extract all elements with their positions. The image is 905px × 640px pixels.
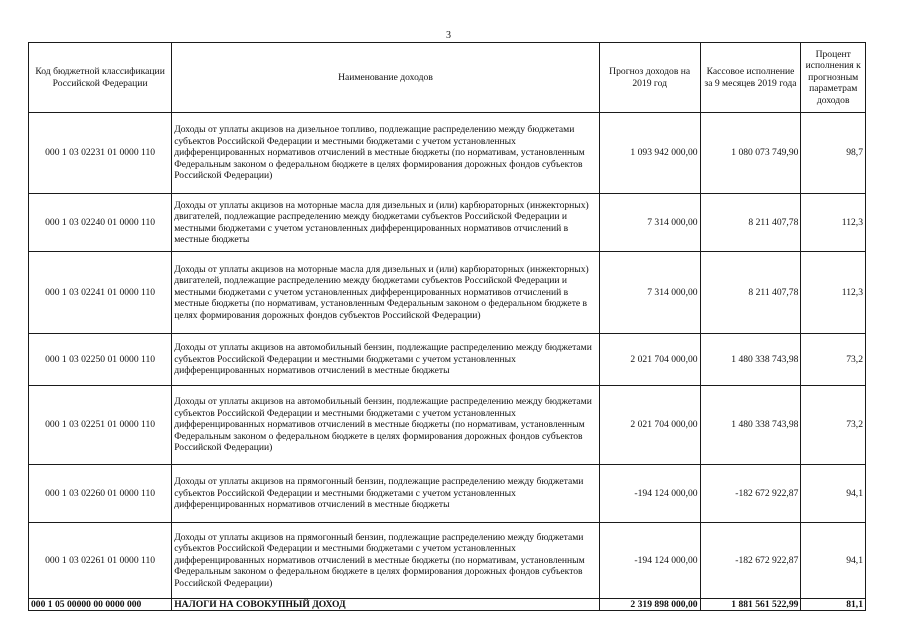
row-code: 000 1 03 02241 01 0000 110 <box>29 252 172 334</box>
row-actual: 1 080 073 749,90 <box>700 113 801 194</box>
total-actual: 1 881 561 522,99 <box>700 599 801 611</box>
header-forecast: Прогноз доходов на 2019 год <box>599 43 700 113</box>
row-percent: 73,2 <box>801 334 866 386</box>
total-code: 000 1 05 00000 00 0000 000 <box>29 599 172 611</box>
row-percent: 112,3 <box>801 252 866 334</box>
row-name: Доходы от уплаты акцизов на автомобильный бензин, подлежащие распределению между бюджетами субъектов Российской Федерации и местными бюджетами с учетом установленных дифференцированных нормативов отчислений в местные бюджеты (по нормативам, установленным Федеральным законом о федеральном бюджете в целях формирования дорожных фондов субъектов Российской Федерации) <box>172 386 600 465</box>
row-percent: 94,1 <box>801 523 866 599</box>
header-name: Наименование доходов <box>172 43 600 113</box>
header-code: Код бюджетной классификации Российской Федерации <box>29 43 172 113</box>
row-name: Доходы от уплаты акцизов на дизельное топливо, подлежащие распределению между бюджетами субъектов Российской Федерации и местными бюджетами с учетом установленных дифференцированных нормативов отчислений в местные бюджеты (по нормативам, установленным Федеральным законом о федеральном бюджете в целях формирования дорожных фондов субъектов Российской Федерации) <box>172 113 600 194</box>
table-row <box>29 113 866 194</box>
row-actual: -182 672 922,87 <box>700 523 801 599</box>
row-code: 000 1 03 02251 01 0000 110 <box>29 386 172 465</box>
row-forecast: -194 124 000,00 <box>599 523 700 599</box>
table-row <box>29 386 866 465</box>
row-percent: 94,1 <box>801 465 866 523</box>
row-code: 000 1 03 02250 01 0000 110 <box>29 334 172 386</box>
row-actual: 8 211 407,78 <box>700 252 801 334</box>
total-forecast: 2 319 898 000,00 <box>599 599 700 611</box>
row-name: Доходы от уплаты акцизов на прямогонный бензин, подлежащие распределению между бюджетами субъектов Российской Федерации и местными бюджетами с учетом установленных дифференцированных нормативов отчислений в местные бюджеты (по нормативам, установленным Федеральным законом о федеральном бюджете в целях формирования дорожных фондов субъектов Российской Федерации) <box>172 523 600 599</box>
page-number: 3 <box>446 30 451 41</box>
row-name: Доходы от уплаты акцизов на автомобильный бензин, подлежащие распределению между бюджетами субъектов Российской Федерации и местными бюджетами с учетом установленных дифференцированных нормативов отчислений в местные бюджеты <box>172 334 600 386</box>
header-actual: Кассовое исполнение за 9 месяцев 2019 года <box>700 43 801 113</box>
row-percent: 112,3 <box>801 194 866 252</box>
row-actual: 1 480 338 743,98 <box>700 386 801 465</box>
total-percent: 81,1 <box>801 599 866 611</box>
row-code: 000 1 03 02231 01 0000 110 <box>29 113 172 194</box>
row-name: Доходы от уплаты акцизов на прямогонный бензин, подлежащие распределению между бюджетами субъектов Российской Федерации и местными бюджетами с учетом установленных дифференцированных нормативов отчислений в местные бюджеты <box>172 465 600 523</box>
row-code: 000 1 03 02240 01 0000 110 <box>29 194 172 252</box>
row-percent: 73,2 <box>801 386 866 465</box>
total-row <box>29 599 866 611</box>
row-actual: 8 211 407,78 <box>700 194 801 252</box>
revenue-table <box>28 42 866 611</box>
row-percent: 98,7 <box>801 113 866 194</box>
row-code: 000 1 03 02260 01 0000 110 <box>29 465 172 523</box>
row-forecast: -194 124 000,00 <box>599 465 700 523</box>
row-code: 000 1 03 02261 01 0000 110 <box>29 523 172 599</box>
row-actual: 1 480 338 743,98 <box>700 334 801 386</box>
total-name: НАЛОГИ НА СОВОКУПНЫЙ ДОХОД <box>172 599 600 611</box>
table-header-row <box>29 43 866 113</box>
row-name: Доходы от уплаты акцизов на моторные масла для дизельных и (или) карбюраторных (инжекторных) двигателей, подлежащие распределению между бюджетами субъектов Российской Федерации и местными бюджетами с учетом установленных дифференцированных нормативов отчислений в местные бюджеты (по нормативам, установленным Федеральным законом о федеральном бюджете в целях формирования дорожных фондов субъектов Российской Федерации) <box>172 252 600 334</box>
table-row <box>29 194 866 252</box>
row-forecast: 1 093 942 000,00 <box>599 113 700 194</box>
row-name: Доходы от уплаты акцизов на моторные масла для дизельных и (или) карбюраторных (инжекторных) двигателей, подлежащие распределению между бюджетами субъектов Российской Федерации и местными бюджетами с учетом установленных дифференцированных нормативов отчислений в местные бюджеты <box>172 194 600 252</box>
table-row <box>29 465 866 523</box>
table-row <box>29 252 866 334</box>
row-forecast: 7 314 000,00 <box>599 194 700 252</box>
table-row <box>29 523 866 599</box>
row-forecast: 7 314 000,00 <box>599 252 700 334</box>
row-actual: -182 672 922,87 <box>700 465 801 523</box>
row-forecast: 2 021 704 000,00 <box>599 386 700 465</box>
row-forecast: 2 021 704 000,00 <box>599 334 700 386</box>
header-percent: Процент исполнения к прогнозным параметрам доходов <box>801 43 866 113</box>
table-row <box>29 334 866 386</box>
